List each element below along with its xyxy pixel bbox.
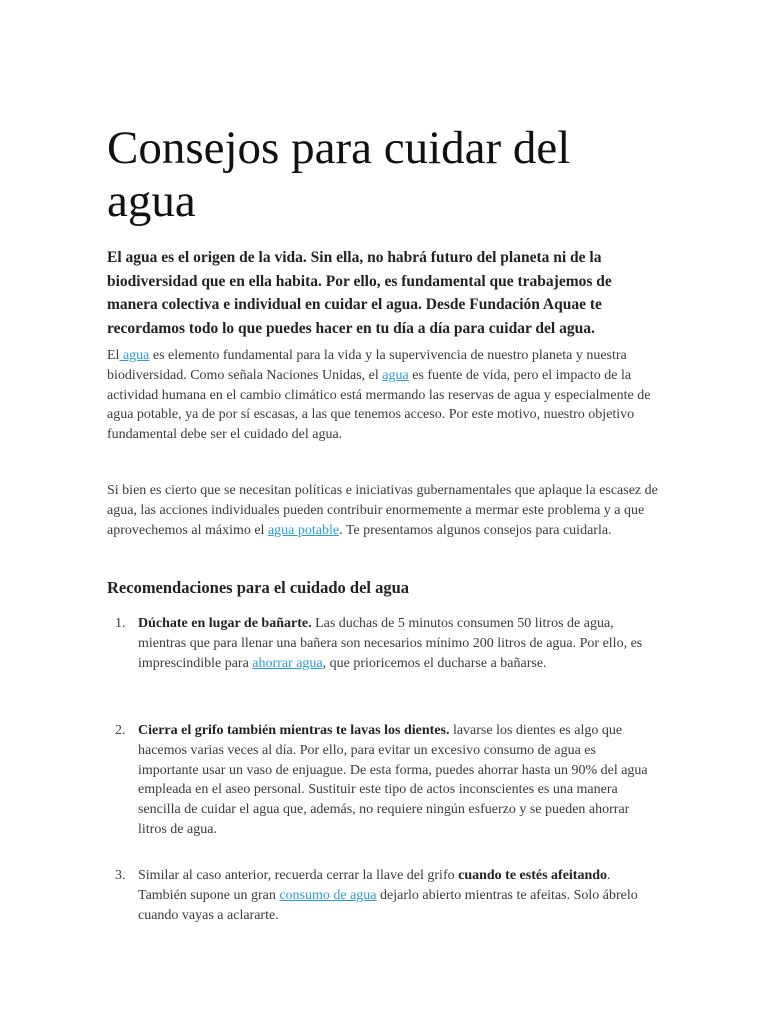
agua-link-2[interactable]: agua	[382, 367, 409, 383]
agua-link-1[interactable]: agua	[119, 348, 150, 363]
intro-paragraph	[107, 346, 665, 445]
list-item-bold: cuando te estés afeitando	[458, 868, 608, 883]
list-number: 2.	[115, 723, 126, 738]
intro-text-3: es fuente de vida, pero el impacto de la actividad humana en el cambio climático está mermando las reservas de agua y especialmente de agua potable, ya de por sí escasas, a las que tenemos acceso. Por este motivo, nuestro objetivo fundamental debe ser el cuidado del agua.	[107, 367, 651, 443]
list-number: 1.	[115, 616, 126, 631]
list-number: 3.	[115, 868, 126, 883]
list-item-bold: Dúchate en lugar de bañarte.	[138, 616, 312, 631]
consumo-de-agua-link[interactable]: consumo de agua	[279, 887, 377, 903]
list-item-bold: Cierra el grifo también mientras te lavas los dientes.	[138, 723, 450, 738]
intro-text-1: El	[107, 348, 120, 363]
list-item-text	[138, 614, 659, 673]
lead-paragraph: El agua es el origen de la vida. Sin ella, no habrá futuro del planeta ni de la biodiversidad que en ella habita. Por ello, es fundamental que trabajemos de manera colectiva e individual en cuidar el agua. Desde Fundación Aquae te recordamos todo lo que puedes hacer en tu día a día para cuidar del agua.	[107, 249, 612, 337]
list-item-text-3: dejarlo abierto mientras te afeitas. Solo ábrelo cuando vayas a aclararte.	[138, 887, 638, 923]
second-text-2: . Te presentamos algunos consejos para cuidarla.	[339, 522, 612, 538]
list-item-text-1: lavarse los dientes es algo que hacemos varias veces al día. Por ello, para evitar un excesivo consumo de agua es importante usar un vaso de enjuague. De esta forma, puedes ahorrar hasta un 90% del agua empleada en el aseo personal. Sustituir este tipo de actos inconscientes es una manera sencilla de cuidar el agua que, además, no requiere ningún esfuerzo y se pueden ahorrar litros de agua.	[138, 723, 648, 837]
list-item-text-2: , que prioricemos el ducharse a bañarse.	[322, 655, 547, 671]
list-item-text-2: . También supone un gran	[138, 868, 611, 903]
section-heading: Recomendaciones para el cuidado del agua	[107, 578, 410, 597]
list-item-text-1: Las duchas de 5 minutos consumen 50 litros de agua, mientras que para llenar una bañera son necesarios mínimo 200 litros de agua. Por ello, es imprescindible para	[138, 616, 643, 671]
intro-text-2: es elemento fundamental para la vida y la supervivencia de nuestro planeta y nuestra biodiversidad. Como señala Naciones Unidas, el	[107, 348, 627, 383]
page-title: Consejos para cuidar del agua	[107, 122, 571, 227]
agua-potable-link[interactable]: agua potable	[267, 522, 340, 538]
list-item-text	[138, 721, 659, 840]
list-item-text	[138, 866, 659, 925]
list-item-text-1: Similar al caso anterior, recuerda cerrar la llave del grifo	[138, 868, 459, 883]
ahorrar-agua-link[interactable]: ahorrar agua	[252, 655, 323, 671]
second-text-1: Si bien es cierto que se necesitan políticas e iniciativas gubernamentales que aplaque la escasez de agua, las acciones individuales pueden contribuir enormemente a mermar este problema y a que aprovechemos al máximo el	[107, 483, 658, 538]
second-paragraph	[107, 481, 665, 540]
